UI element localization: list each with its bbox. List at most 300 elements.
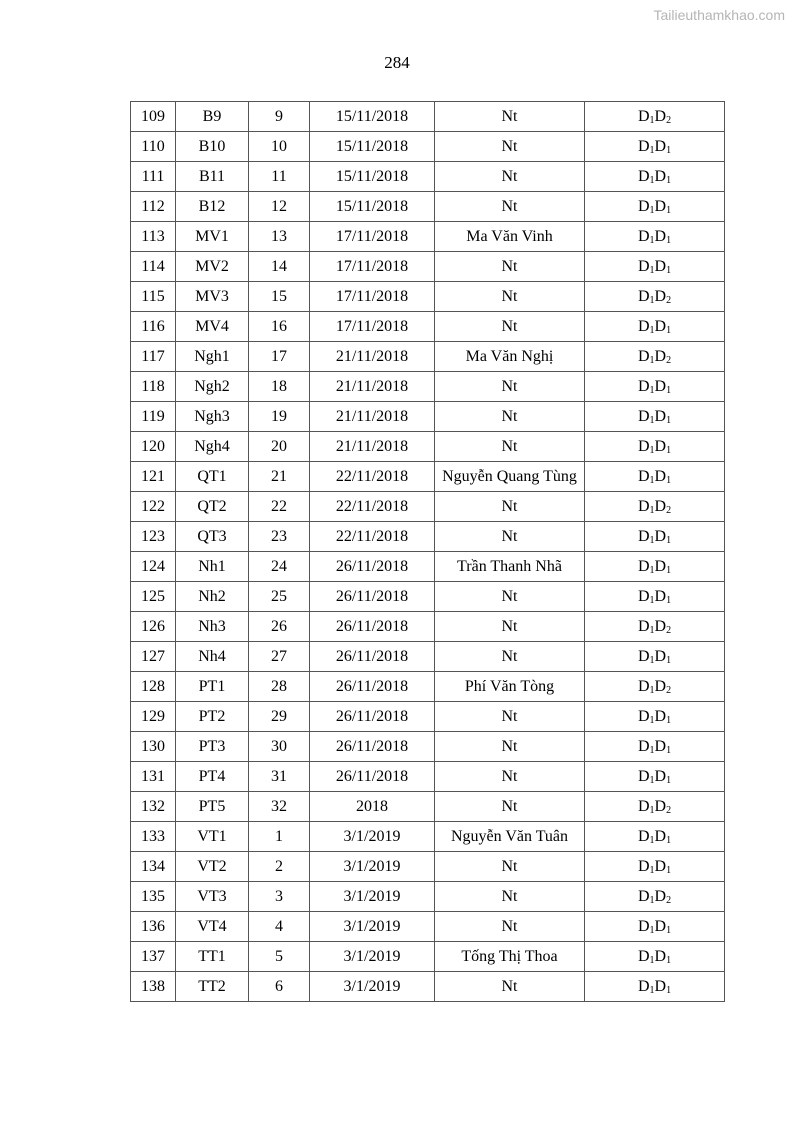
genotype-subscript: 1 [666,444,672,456]
genotype-letter: D [637,317,650,335]
genotype-cell [585,222,725,252]
genotype-letter: D [637,767,650,785]
genotype-letter: D [654,137,667,155]
genotype-letter: D [637,227,650,245]
person-name-cell: Nt [435,612,585,642]
genotype-letter: D [654,827,667,845]
person-name-cell: Nt [435,912,585,942]
person-name-cell: Nt [435,252,585,282]
row-number-cell: 119 [131,402,176,432]
date-cell: 15/11/2018 [310,102,435,132]
sample-number-cell: 20 [249,432,310,462]
date-cell: 17/11/2018 [310,252,435,282]
person-name-cell: Ma Văn Nghị [435,342,585,372]
sample-code-cell: VT1 [176,822,249,852]
row-number-cell: 133 [131,822,176,852]
person-name-cell: Nt [435,402,585,432]
sample-code-cell: QT2 [176,492,249,522]
genotype-subscript: 1 [666,834,672,846]
table-row [131,372,725,402]
genotype-letter: D [654,197,667,215]
genotype-letter: D [637,857,650,875]
genotype-subscript: 1 [649,594,655,606]
date-cell: 21/11/2018 [310,432,435,462]
sample-number-cell: 26 [249,612,310,642]
table-row [131,132,725,162]
genotype-subscript: 1 [666,474,672,486]
genotype-letter: D [654,497,667,515]
person-name-cell: Nt [435,492,585,522]
table-row [131,642,725,672]
sample-number-cell: 24 [249,552,310,582]
sample-number-cell: 28 [249,672,310,702]
table-row [131,582,725,612]
records-table [130,101,725,1002]
genotype-letter: D [654,947,667,965]
table-row [131,732,725,762]
sample-number-cell: 32 [249,792,310,822]
date-cell: 26/11/2018 [310,552,435,582]
row-number-cell: 116 [131,312,176,342]
genotype-subscript: 1 [666,174,672,186]
date-cell: 3/1/2019 [310,912,435,942]
genotype-letter: D [654,437,667,455]
genotype-subscript: 1 [649,714,655,726]
row-number-cell: 110 [131,132,176,162]
genotype-letter: D [637,107,650,125]
sample-number-cell: 9 [249,102,310,132]
genotype-letter: D [637,797,650,815]
person-name-cell: Nguyễn Quang Tùng [435,462,585,492]
genotype-letter: D [637,527,650,545]
genotype-subscript: 1 [649,114,655,126]
genotype-cell [585,102,725,132]
genotype-letter: D [654,467,667,485]
sample-code-cell: PT3 [176,732,249,762]
genotype-subscript: 1 [649,894,655,906]
row-number-cell: 135 [131,882,176,912]
date-cell: 21/11/2018 [310,372,435,402]
table-row [131,492,725,522]
row-number-cell: 112 [131,192,176,222]
genotype-cell [585,942,725,972]
genotype-subscript: 1 [666,204,672,216]
genotype-letter: D [654,347,667,365]
genotype-cell [585,792,725,822]
sample-code-cell: TT1 [176,942,249,972]
sample-number-cell: 11 [249,162,310,192]
table-row [131,222,725,252]
genotype-letter: D [654,707,667,725]
genotype-cell [585,612,725,642]
genotype-subscript: 1 [649,954,655,966]
sample-number-cell: 13 [249,222,310,252]
genotype-letter: D [654,977,667,995]
genotype-cell [585,132,725,162]
table-row [131,702,725,732]
date-cell: 17/11/2018 [310,312,435,342]
table-row [131,192,725,222]
row-number-cell: 128 [131,672,176,702]
genotype-letter: D [654,737,667,755]
genotype-letter: D [637,287,650,305]
person-name-cell: Nt [435,852,585,882]
sample-number-cell: 5 [249,942,310,972]
person-name-cell: Nt [435,582,585,612]
genotype-letter: D [637,617,650,635]
sample-number-cell: 14 [249,252,310,282]
person-name-cell: Phí Văn Tòng [435,672,585,702]
genotype-subscript: 1 [649,324,655,336]
genotype-subscript: 1 [666,534,672,546]
sample-number-cell: 6 [249,972,310,1002]
table-row [131,792,725,822]
row-number-cell: 137 [131,942,176,972]
table-row [131,672,725,702]
sample-code-cell: Nh4 [176,642,249,672]
date-cell: 15/11/2018 [310,192,435,222]
row-number-cell: 131 [131,762,176,792]
page-number: 284 [384,53,410,72]
row-number-cell: 130 [131,732,176,762]
date-cell: 22/11/2018 [310,492,435,522]
genotype-letter: D [654,287,667,305]
genotype-subscript: 1 [666,264,672,276]
genotype-subscript: 1 [649,624,655,636]
date-cell: 22/11/2018 [310,462,435,492]
genotype-cell [585,492,725,522]
genotype-subscript: 1 [666,564,672,576]
sample-code-cell: B12 [176,192,249,222]
genotype-subscript: 2 [666,504,672,516]
genotype-subscript: 1 [649,354,655,366]
genotype-letter: D [637,557,650,575]
genotype-letter: D [637,737,650,755]
genotype-cell [585,252,725,282]
genotype-letter: D [654,797,667,815]
sample-code-cell: Nh1 [176,552,249,582]
sample-number-cell: 15 [249,282,310,312]
table-row [131,912,725,942]
genotype-subscript: 2 [666,294,672,306]
genotype-subscript: 1 [649,504,655,516]
person-name-cell: Nt [435,432,585,462]
sample-number-cell: 4 [249,912,310,942]
person-name-cell: Nt [435,162,585,192]
person-name-cell: Nt [435,972,585,1002]
row-number-cell: 123 [131,522,176,552]
genotype-subscript: 1 [649,534,655,546]
genotype-letter: D [637,347,650,365]
sample-number-cell: 31 [249,762,310,792]
table-row [131,432,725,462]
sample-code-cell: MV2 [176,252,249,282]
genotype-subscript: 1 [666,384,672,396]
genotype-cell [585,852,725,882]
genotype-subscript: 1 [649,234,655,246]
sample-code-cell: Nh3 [176,612,249,642]
genotype-subscript: 1 [649,294,655,306]
date-cell: 3/1/2019 [310,882,435,912]
sample-code-cell: Ngh4 [176,432,249,462]
sample-code-cell: Nh2 [176,582,249,612]
person-name-cell: Nt [435,282,585,312]
person-name-cell: Nt [435,882,585,912]
row-number-cell: 113 [131,222,176,252]
genotype-subscript: 1 [666,984,672,996]
genotype-subscript: 1 [666,954,672,966]
person-name-cell: Nt [435,702,585,732]
genotype-letter: D [654,587,667,605]
date-cell: 21/11/2018 [310,342,435,372]
genotype-subscript: 1 [649,264,655,276]
row-number-cell: 118 [131,372,176,402]
genotype-subscript: 1 [649,174,655,186]
genotype-cell [585,762,725,792]
genotype-subscript: 1 [666,234,672,246]
date-cell: 26/11/2018 [310,642,435,672]
sample-code-cell: B10 [176,132,249,162]
person-name-cell: Ma Văn Vinh [435,222,585,252]
genotype-letter: D [654,257,667,275]
person-name-cell: Nt [435,372,585,402]
person-name-cell: Nt [435,192,585,222]
genotype-cell [585,702,725,732]
genotype-subscript: 1 [666,594,672,606]
row-number-cell: 138 [131,972,176,1002]
genotype-cell [585,282,725,312]
table-row [131,852,725,882]
genotype-letter: D [637,467,650,485]
genotype-subscript: 1 [666,924,672,936]
genotype-subscript: 1 [649,384,655,396]
genotype-cell [585,462,725,492]
genotype-cell [585,882,725,912]
person-name-cell: Nguyễn Văn Tuân [435,822,585,852]
genotype-letter: D [654,617,667,635]
sample-code-cell: VT4 [176,912,249,942]
table-row [131,972,725,1002]
genotype-subscript: 1 [649,474,655,486]
row-number-cell: 114 [131,252,176,282]
table-row [131,402,725,432]
genotype-letter: D [637,137,650,155]
sample-code-cell: B9 [176,102,249,132]
genotype-subscript: 1 [649,684,655,696]
genotype-subscript: 1 [666,744,672,756]
genotype-cell [585,972,725,1002]
genotype-letter: D [654,167,667,185]
row-number-cell: 120 [131,432,176,462]
genotype-letter: D [637,677,650,695]
sample-code-cell: MV4 [176,312,249,342]
sample-code-cell: B11 [176,162,249,192]
sample-code-cell: QT3 [176,522,249,552]
genotype-letter: D [654,917,667,935]
row-number-cell: 125 [131,582,176,612]
sample-number-cell: 25 [249,582,310,612]
genotype-letter: D [654,857,667,875]
date-cell: 26/11/2018 [310,612,435,642]
sample-number-cell: 19 [249,402,310,432]
genotype-cell [585,342,725,372]
person-name-cell: Nt [435,522,585,552]
table-row [131,102,725,132]
date-cell: 26/11/2018 [310,582,435,612]
genotype-letter: D [654,767,667,785]
sample-code-cell: PT4 [176,762,249,792]
genotype-letter: D [654,377,667,395]
date-cell: 26/11/2018 [310,732,435,762]
genotype-subscript: 1 [666,414,672,426]
table-row [131,342,725,372]
table-row [131,282,725,312]
genotype-subscript: 1 [666,654,672,666]
watermark-text: Tailieuthamkhao.com [653,7,785,23]
genotype-letter: D [654,557,667,575]
genotype-subscript: 1 [649,744,655,756]
genotype-letter: D [654,407,667,425]
row-number-cell: 122 [131,492,176,522]
sample-number-cell: 16 [249,312,310,342]
date-cell: 17/11/2018 [310,222,435,252]
table-row [131,522,725,552]
genotype-cell [585,732,725,762]
person-name-cell: Nt [435,102,585,132]
genotype-subscript: 1 [649,864,655,876]
genotype-letter: D [637,647,650,665]
genotype-cell [585,912,725,942]
sample-code-cell: VT2 [176,852,249,882]
genotype-subscript: 1 [649,564,655,576]
sample-code-cell: PT5 [176,792,249,822]
records-table-body [131,102,725,1002]
person-name-cell: Nt [435,732,585,762]
table-row [131,822,725,852]
genotype-subscript: 1 [666,774,672,786]
genotype-subscript: 2 [666,684,672,696]
date-cell: 26/11/2018 [310,672,435,702]
genotype-letter: D [637,917,650,935]
genotype-letter: D [637,167,650,185]
date-cell: 26/11/2018 [310,762,435,792]
row-number-cell: 115 [131,282,176,312]
genotype-cell [585,192,725,222]
genotype-letter: D [637,827,650,845]
date-cell: 3/1/2019 [310,942,435,972]
table-row [131,882,725,912]
sample-number-cell: 18 [249,372,310,402]
genotype-letter: D [637,257,650,275]
row-number-cell: 109 [131,102,176,132]
person-name-cell: Nt [435,792,585,822]
sample-code-cell: MV3 [176,282,249,312]
sample-code-cell: PT2 [176,702,249,732]
genotype-letter: D [637,437,650,455]
date-cell: 17/11/2018 [310,282,435,312]
genotype-letter: D [637,377,650,395]
genotype-subscript: 1 [666,864,672,876]
sample-code-cell: MV1 [176,222,249,252]
row-number-cell: 127 [131,642,176,672]
genotype-letter: D [654,677,667,695]
genotype-letter: D [654,887,667,905]
genotype-subscript: 1 [649,924,655,936]
sample-code-cell: TT2 [176,972,249,1002]
genotype-letter: D [637,947,650,965]
table-row [131,612,725,642]
genotype-subscript: 1 [649,774,655,786]
genotype-subscript: 2 [666,114,672,126]
table-row [131,762,725,792]
sample-code-cell: PT1 [176,672,249,702]
genotype-letter: D [654,647,667,665]
row-number-cell: 134 [131,852,176,882]
date-cell: 3/1/2019 [310,822,435,852]
person-name-cell: Nt [435,642,585,672]
row-number-cell: 129 [131,702,176,732]
genotype-letter: D [654,527,667,545]
genotype-letter: D [654,317,667,335]
sample-number-cell: 22 [249,492,310,522]
genotype-subscript: 2 [666,624,672,636]
genotype-subscript: 2 [666,804,672,816]
genotype-subscript: 2 [666,894,672,906]
genotype-cell [585,372,725,402]
sample-number-cell: 30 [249,732,310,762]
sample-code-cell: Ngh3 [176,402,249,432]
genotype-letter: D [654,107,667,125]
sample-number-cell: 2 [249,852,310,882]
genotype-letter: D [637,707,650,725]
genotype-subscript: 1 [649,834,655,846]
genotype-subscript: 1 [649,984,655,996]
table-row [131,162,725,192]
sample-number-cell: 23 [249,522,310,552]
table-row [131,462,725,492]
table-row [131,312,725,342]
date-cell: 15/11/2018 [310,132,435,162]
genotype-letter: D [637,497,650,515]
sample-number-cell: 1 [249,822,310,852]
table-row [131,942,725,972]
sample-number-cell: 10 [249,132,310,162]
row-number-cell: 111 [131,162,176,192]
row-number-cell: 136 [131,912,176,942]
table-row [131,252,725,282]
row-number-cell: 124 [131,552,176,582]
person-name-cell: Tống Thị Thoa [435,942,585,972]
genotype-cell [585,552,725,582]
genotype-cell [585,312,725,342]
date-cell: 26/11/2018 [310,702,435,732]
genotype-cell [585,672,725,702]
genotype-letter: D [637,197,650,215]
date-cell: 2018 [310,792,435,822]
person-name-cell: Nt [435,312,585,342]
sample-code-cell: Ngh2 [176,372,249,402]
sample-number-cell: 27 [249,642,310,672]
genotype-cell [585,402,725,432]
person-name-cell: Nt [435,762,585,792]
sample-number-cell: 12 [249,192,310,222]
row-number-cell: 117 [131,342,176,372]
genotype-letter: D [637,977,650,995]
genotype-cell [585,642,725,672]
genotype-subscript: 1 [649,414,655,426]
genotype-cell [585,162,725,192]
sample-number-cell: 3 [249,882,310,912]
